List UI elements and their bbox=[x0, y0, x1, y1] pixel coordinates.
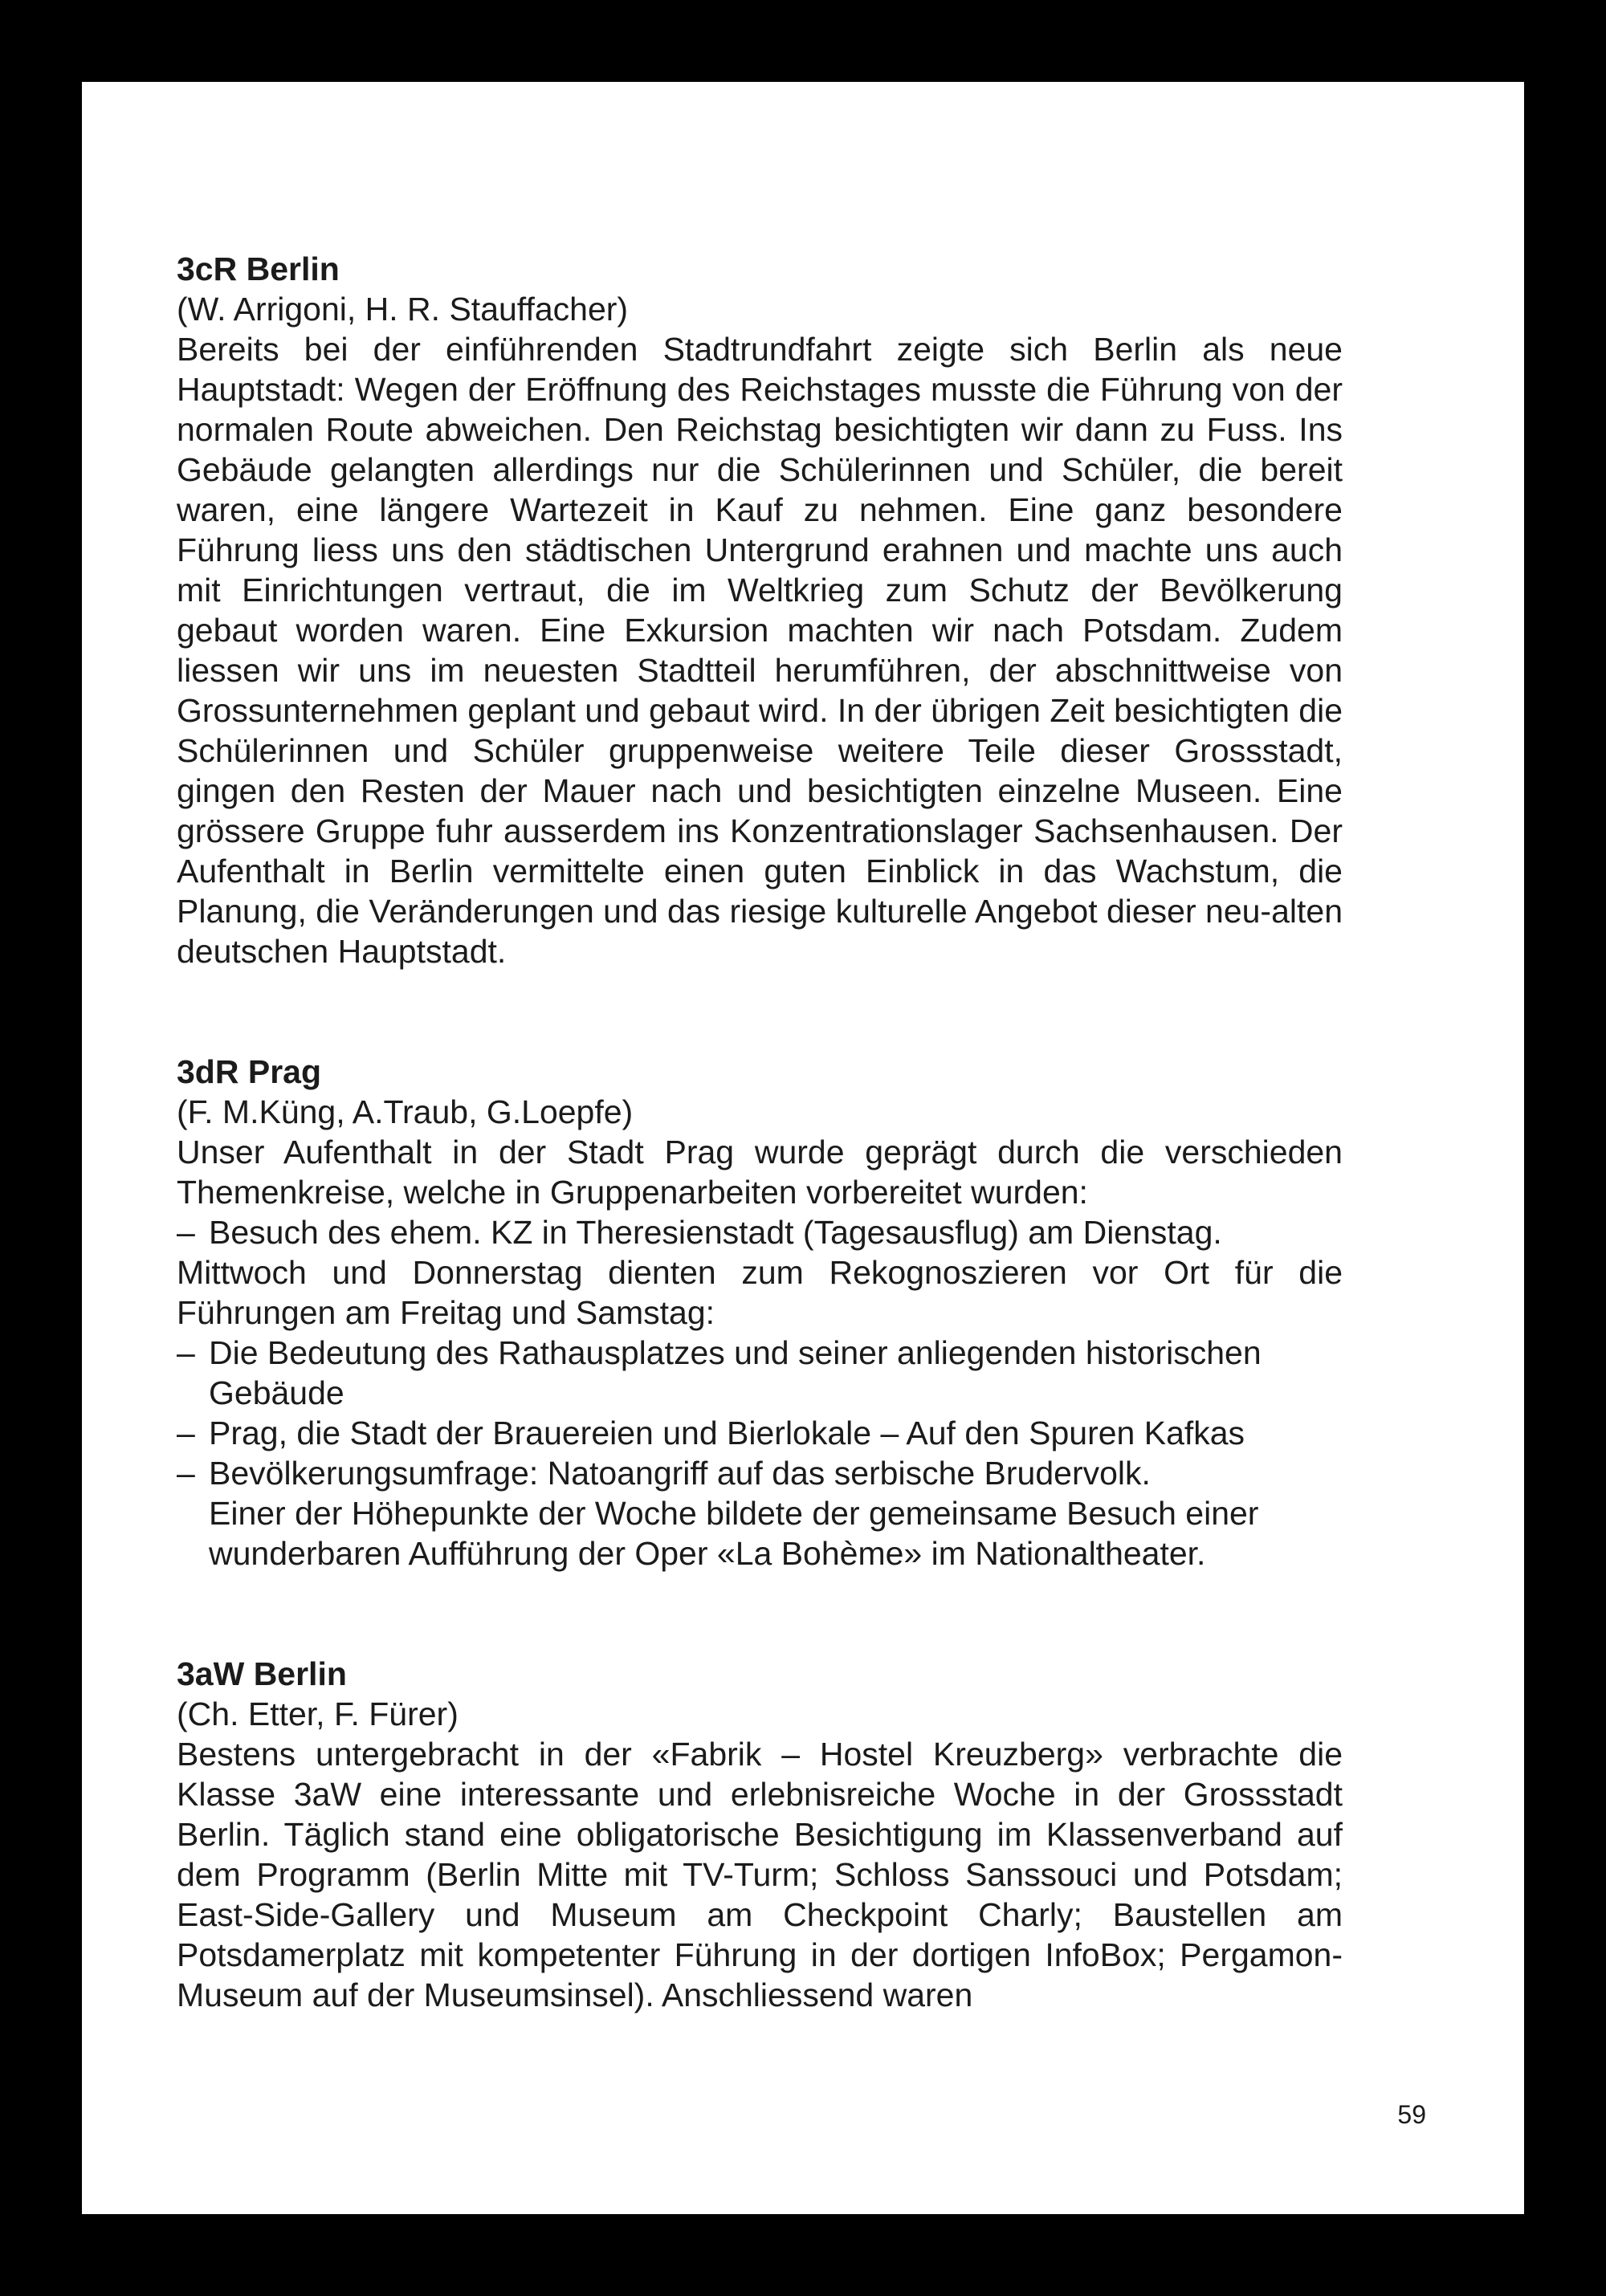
section-middle: Mittwoch und Donnerstag dienten zum Rekognoszieren vor Ort für die Führungen am Freitag und Samstag: bbox=[177, 1254, 1343, 1331]
list-item-text: Die Bedeutung des Rathausplatzes und seiner anliegenden historischen Gebäude bbox=[209, 1334, 1262, 1411]
list-item bbox=[177, 1212, 1343, 1252]
section-3aw-berlin bbox=[177, 1654, 1343, 2015]
section-authors: (F. M.Küng, A.Traub, G.Loepfe) bbox=[177, 1093, 634, 1130]
section-body: Bestens untergebracht in der «Fabrik – Hostel Kreuzberg» verbrachte die Klasse 3aW eine interessante und erlebnisreiche Woche in der Grossstadt Berlin. Täglich stand eine obligatorische Besichtigung im Klassenverband auf dem Programm (Berlin Mitte mit TV-Turm; Schloss Sanssouci und Potsdam; East-Side-Gallery und Museum am Checkpoint Charly; Baustellen am Potsdamerplatz mit kompetenter Führung in der dortigen InfoBox; Pergamon-Museum auf der Museumsinsel). Anschliessend waren bbox=[177, 1736, 1343, 2013]
list-item-text: Besuch des ehem. KZ in Theresienstadt (Tagesausflug) am Dienstag. bbox=[209, 1214, 1222, 1251]
section-authors: (W. Arrigoni, H. R. Stauffacher) bbox=[177, 291, 629, 328]
topic-list-first bbox=[177, 1212, 1343, 1252]
section-title: 3cR Berlin bbox=[177, 250, 340, 287]
section-title: 3aW Berlin bbox=[177, 1655, 347, 1692]
section-intro: Unser Aufenthalt in der Stadt Prag wurde geprägt durch die verschieden Themenkreise, welche in Gruppenarbeiten vorbereitet wurden: bbox=[177, 1134, 1343, 1211]
section-body: Bereits bei der einführenden Stadtrundfahrt zeigte sich Berlin als neue Hauptstadt: Wegen der Eröffnung des Reichstages musste die Führung von der normalen Route abweichen. Den Reichstag besichtigten wir dann zu Fuss. Ins Gebäude gelangten allerdings nur die Schülerinnen und Schüler, die bereit waren, eine längere Wartezeit in Kauf zu nehmen. Eine ganz besondere Führung liess uns den städtischen Untergrund erahnen und machte uns auch mit Einrichtungen vertraut, die im Weltkrieg zum Schutz der Bevölkerung gebaut worden waren. Eine Exkursion machten wir nach Potsdam. Zudem liessen wir uns im neuesten Stadtteil herumführen, der abschnittweise von Grossunternehmen geplant und gebaut wird. In der übrigen Zeit besichtigten die Schülerinnen und Schüler gruppenweise weitere Teile dieser Grossstadt, gingen den Resten der Mauer nach und besichtigten einzelne Museen. Eine grössere Gruppe fuhr ausserdem ins Konzentrationslager Sachsenhausen. Der Aufenthalt in Berlin vermittelte einen guten Einblick in das Wachstum, die Planung, die Veränderungen und das riesige kulturelle Angebot dieser neu-alten deutschen Hauptstadt. bbox=[177, 331, 1343, 970]
list-item bbox=[177, 1453, 1343, 1493]
section-3dr-prag bbox=[177, 1052, 1343, 1573]
section-title: 3dR Prag bbox=[177, 1053, 321, 1090]
list-dash: – bbox=[177, 1415, 195, 1451]
section-authors: (Ch. Etter, F. Fürer) bbox=[177, 1696, 459, 1732]
list-item bbox=[177, 1333, 1343, 1413]
section-closing: Einer der Höhepunkte der Woche bildete der gemeinsame Besuch einer wunderbaren Aufführung der Oper «La Bohème» im Nationaltheater. bbox=[209, 1495, 1259, 1572]
list-item bbox=[177, 1413, 1343, 1453]
document-page bbox=[82, 82, 1524, 2214]
section-3cr-berlin bbox=[177, 249, 1343, 971]
topic-list-second bbox=[177, 1333, 1343, 1493]
list-dash: – bbox=[177, 1455, 195, 1492]
list-dash: – bbox=[177, 1214, 195, 1251]
list-dash: – bbox=[177, 1334, 195, 1371]
list-item-text: Prag, die Stadt der Brauereien und Bierlokale – Auf den Spuren Kafkas bbox=[209, 1415, 1245, 1451]
list-item-text: Bevölkerungsumfrage: Natoangriff auf das serbische Brudervolk. bbox=[209, 1455, 1151, 1492]
page-content bbox=[177, 249, 1343, 2015]
page-number: 59 bbox=[1397, 2100, 1426, 2129]
